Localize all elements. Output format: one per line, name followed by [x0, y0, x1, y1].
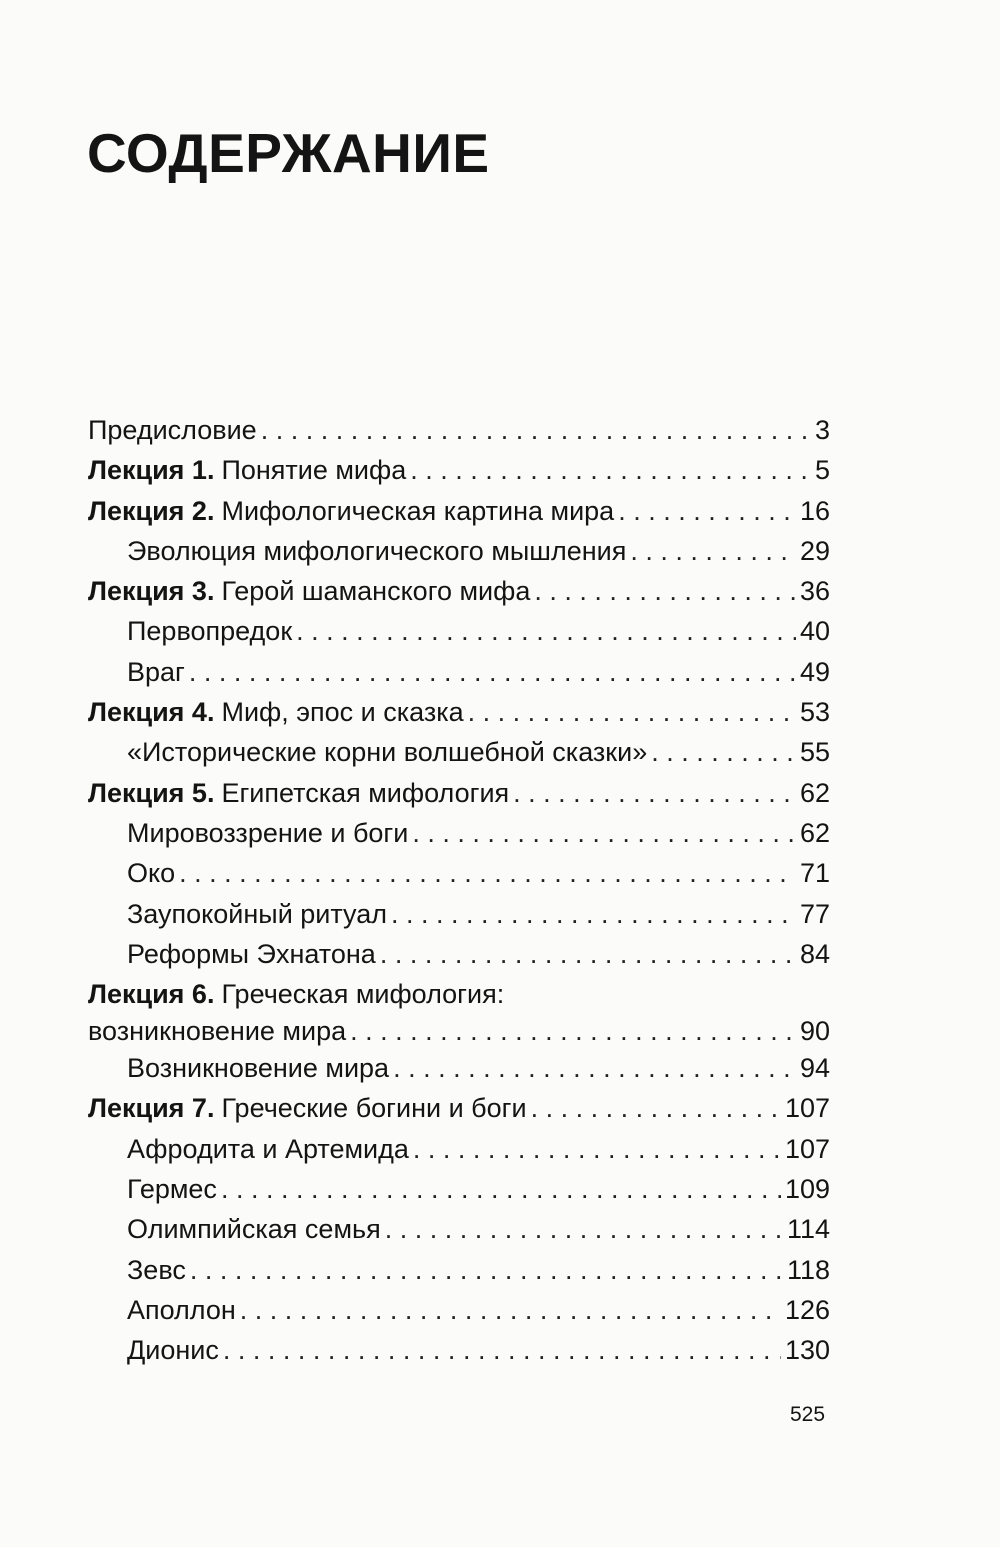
leader-dots [350, 1011, 796, 1051]
toc-entry-title: Предисловие [88, 415, 257, 445]
leader-dots [179, 853, 796, 893]
toc-subentry[interactable] [88, 1330, 830, 1370]
toc-entry-title: Понятие мифа [221, 455, 407, 486]
toc-entry-page: 71 [799, 858, 830, 889]
lecture-label: Лекция 5. [88, 777, 215, 808]
toc-entry-title: Олимпийская семья [127, 1214, 381, 1245]
toc-entry-page: 94 [799, 1053, 830, 1084]
toc-entry-title: Миф, эпос и сказка [221, 697, 464, 728]
leader-dots [385, 1209, 783, 1249]
toc-subentry[interactable] [88, 1129, 830, 1169]
toc-subentry[interactable] [88, 1290, 830, 1330]
toc-entry-page: 3 [814, 415, 830, 445]
toc-subentry[interactable] [88, 732, 830, 772]
toc-entry-page: 29 [799, 535, 830, 566]
toc-entry-page: 53 [799, 697, 830, 728]
toc-subentry[interactable] [88, 934, 830, 974]
toc-entry-page: 126 [784, 1294, 830, 1325]
lecture-label: Лекция 1. [88, 455, 215, 486]
toc-entry-lecture-3[interactable] [88, 571, 830, 611]
toc-entry-title: Заупокойный ритуал [127, 898, 388, 929]
toc-subentry[interactable] [88, 894, 830, 934]
leader-dots [513, 773, 796, 813]
toc-entry-page: 114 [786, 1214, 830, 1245]
toc-entry-title: Эволюция мифологического мышления [127, 535, 627, 566]
toc-entry-lecture-1[interactable] [88, 450, 830, 490]
leader-dots [618, 491, 796, 531]
toc-entry-title: Первопредок [127, 616, 293, 647]
leader-dots [468, 692, 796, 732]
leader-dots [651, 732, 796, 772]
toc-entry-page: 130 [784, 1335, 830, 1366]
toc-entry-title: Афродита и Артемида [127, 1133, 409, 1164]
toc-entry-page: 62 [799, 817, 830, 848]
toc-entry-page: 62 [799, 777, 830, 808]
toc-subentry[interactable] [88, 853, 830, 893]
toc-entry-title: Мировоззрение и боги [127, 817, 409, 848]
page-title: СОДЕРЖАНИЕ [87, 122, 490, 184]
toc-entry-page: 107 [784, 1133, 830, 1164]
leader-dots [380, 934, 796, 974]
leader-dots [261, 410, 811, 450]
leader-dots [412, 813, 796, 853]
toc-entry-title: Возникновение мира [127, 1053, 390, 1084]
toc-entry-title: Герой шаманского мифа [221, 576, 531, 607]
lecture-label: Лекция 4. [88, 697, 215, 728]
toc-entry-page: 49 [799, 656, 830, 687]
lecture-label: Лекция 2. [88, 495, 215, 526]
toc-subentry[interactable] [88, 1169, 830, 1209]
toc-entry-page: 40 [799, 616, 830, 647]
lecture-label: Лекция 7. [88, 1093, 215, 1124]
toc-subentry[interactable] [88, 1209, 830, 1249]
toc-entry-page: 55 [799, 737, 830, 768]
toc-entry-page: 107 [784, 1093, 830, 1124]
toc-entry-title: Мифологическая картина мира [221, 495, 615, 526]
toc-entry-lecture-2[interactable] [88, 491, 830, 531]
leader-dots [296, 611, 796, 651]
toc-subentry[interactable] [88, 611, 830, 651]
toc-entry-page: 36 [799, 576, 830, 607]
leader-dots [189, 652, 796, 692]
toc-entry-page: 109 [784, 1174, 830, 1205]
toc-entry-page: 5 [814, 455, 830, 486]
toc-entry-lecture-6-continued[interactable] [88, 1011, 830, 1048]
toc-entry-title: Враг [127, 656, 185, 687]
toc-entry-title: Гермес [127, 1174, 217, 1205]
toc-entry-title: «Исторические корни волшебной сказки» [127, 737, 648, 768]
leader-dots [391, 894, 796, 934]
leader-dots [221, 1169, 781, 1209]
leader-dots [410, 450, 811, 490]
toc-entry-title: Греческие богини и боги [221, 1093, 527, 1124]
leader-dots [413, 1129, 781, 1169]
toc-subentry[interactable] [88, 531, 830, 571]
toc-entry-page: 16 [799, 495, 830, 526]
leader-dots [531, 1088, 781, 1128]
toc-subentry[interactable] [88, 1048, 830, 1088]
table-of-contents [88, 410, 830, 1371]
toc-entry-preface[interactable] [88, 410, 830, 450]
toc-entry-title: Дионис [127, 1335, 219, 1366]
toc-entry-title: Греческая мифология: [221, 979, 505, 1010]
page-number: 525 [790, 1403, 826, 1426]
toc-entry-title: Зевс [127, 1254, 186, 1285]
toc-entry-title: Египетская мифология [221, 777, 510, 808]
toc-subentry[interactable] [88, 1250, 830, 1290]
toc-entry-lecture-7[interactable] [88, 1088, 830, 1128]
toc-entry-lecture-5[interactable] [88, 773, 830, 813]
leader-dots [240, 1290, 781, 1330]
lecture-label: Лекция 3. [88, 576, 215, 607]
leader-dots [190, 1250, 783, 1290]
toc-entry-lecture-4[interactable] [88, 692, 830, 732]
toc-entry-lecture-6[interactable] [88, 974, 830, 1011]
toc-entry-page: 118 [786, 1254, 830, 1285]
toc-entry-title: Око [127, 858, 176, 889]
toc-subentry[interactable] [88, 652, 830, 692]
lecture-label: Лекция 6. [88, 979, 215, 1010]
toc-entry-title-continued: возникновение мира [88, 1016, 347, 1047]
toc-entry-page: 84 [799, 938, 830, 969]
leader-dots [393, 1048, 796, 1088]
leader-dots [630, 531, 796, 571]
toc-entry-title: Реформы Эхнатона [127, 938, 376, 969]
toc-entry-page: 90 [799, 1016, 830, 1047]
toc-entry-title: Аполлон [127, 1294, 236, 1325]
leader-dots [223, 1330, 781, 1370]
toc-subentry[interactable] [88, 813, 830, 853]
toc-entry-page: 77 [799, 898, 830, 929]
leader-dots [534, 571, 796, 611]
